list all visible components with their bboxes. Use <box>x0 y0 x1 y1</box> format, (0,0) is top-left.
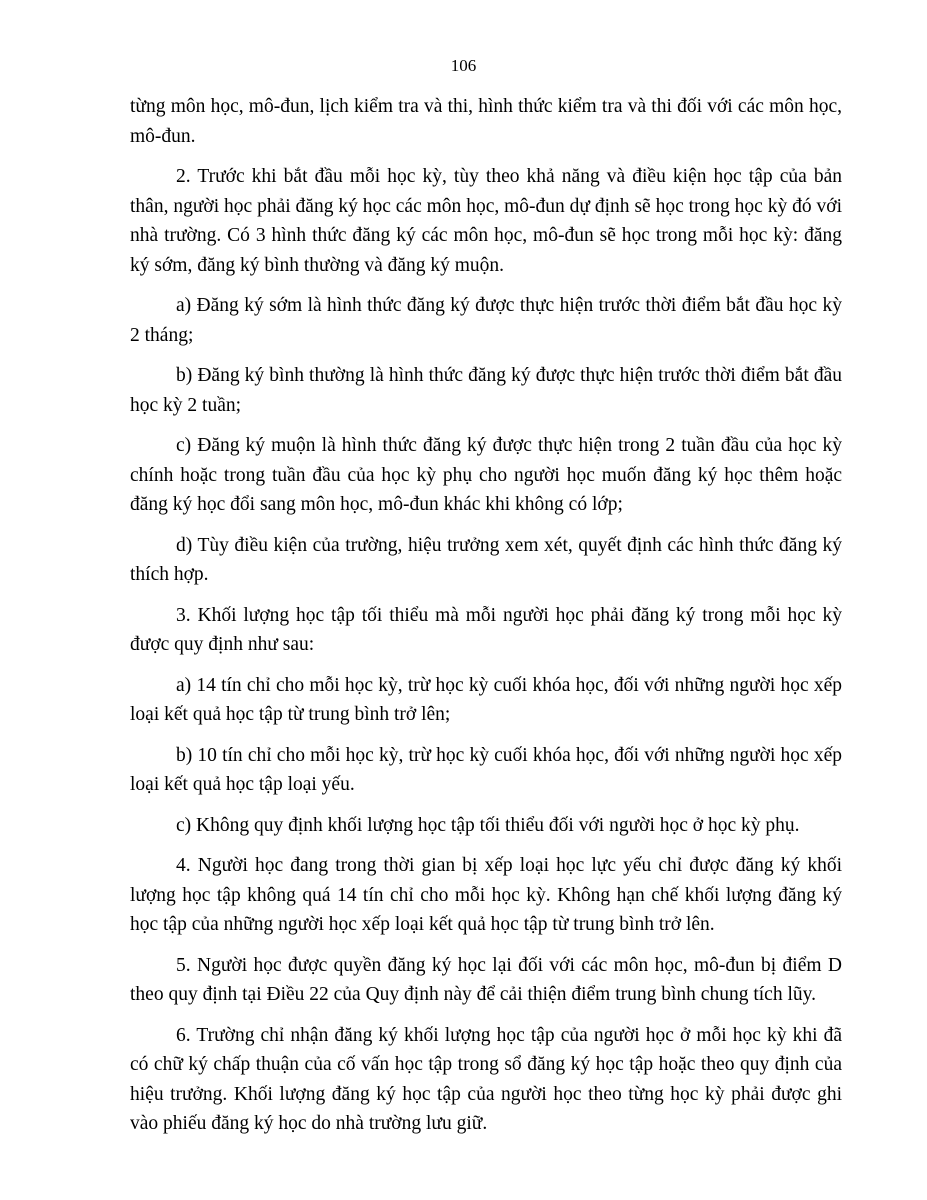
paragraph-clause-2: 2. Trước khi bắt đầu mỗi học kỳ, tùy theo khả năng và điều kiện học tập của bản thân, người học phải đăng ký học các môn học, mô-đun dự định sẽ học trong học kỳ đó với nhà trường. Có 3 hình thức đăng ký các môn học, mô-đun sẽ học trong mỗi học kỳ: đăng ký sớm, đăng ký bình thường và đăng ký muộn. <box>130 166 842 276</box>
paragraph-clause-2b: b) Đăng ký bình thường là hình thức đăng ký được thực hiện trước thời điểm bắt đầu học kỳ 2 tuần; <box>130 365 842 416</box>
paragraph-clause-2c: c) Đăng ký muộn là hình thức đăng ký được thực hiện trong 2 tuần đầu của học kỳ chính hoặc trong tuần đầu của học kỳ phụ cho người học muốn đăng ký học thêm hoặc đăng ký học đổi sang môn học, mô-đun khác khi không có lớp; <box>130 435 842 515</box>
paragraph-clause-2a: a) Đăng ký sớm là hình thức đăng ký được thực hiện trước thời điểm bắt đầu học kỳ 2 tháng; <box>130 295 842 346</box>
page-number: 106 <box>450 56 477 75</box>
paragraph-clause-2d: d) Tùy điều kiện của trường, hiệu trưởng xem xét, quyết định các hình thức đăng ký thích hợp. <box>130 534 842 585</box>
paragraph-clause-6: 6. Trường chỉ nhận đăng ký khối lượng học tập của người học ở mỗi học kỳ khi đã có chữ ký chấp thuận của cố vấn học tập trong sổ đăng ký học tập hoặc theo quy định của hiệu trưởng. Khối lượng đăng ký học tập của người học theo từng học kỳ phải được ghi vào phiếu đăng ký học do nhà trường lưu giữ. <box>130 1024 842 1134</box>
document-body <box>130 92 842 1150</box>
paragraph-clause-4: 4. Người học đang trong thời gian bị xếp loại học lực yếu chỉ được đăng ký khối lượng học tập không quá 14 tín chỉ cho mỗi học kỳ. Không hạn chế khối lượng đăng ký học tập của những người học xếp loại kết quả học tập từ trung bình trở lên. <box>130 855 842 935</box>
paragraph-clause-5: 5. Người học được quyền đăng ký học lại đối với các môn học, mô-đun bị điểm D theo quy định tại Điều 22 của Quy định này để cải thiện điểm trung bình chung tích lũy. <box>130 954 842 1005</box>
paragraph-clause-3a: a) 14 tín chỉ cho mỗi học kỳ, trừ học kỳ cuối khóa học, đối với những người học xếp loại kết quả học tập từ trung bình trở lên; <box>130 674 842 725</box>
paragraph-continuation: từng môn học, mô-đun, lịch kiểm tra và thi, hình thức kiểm tra và thi đối với các môn học, mô-đun. <box>130 96 842 147</box>
paragraph-clause-3: 3. Khối lượng học tập tối thiểu mà mỗi người học phải đăng ký trong mỗi học kỳ được quy định như sau: <box>130 604 842 655</box>
paragraph-clause-3b: b) 10 tín chỉ cho mỗi học kỳ, trừ học kỳ cuối khóa học, đối với những người học xếp loại kết quả học tập loại yếu. <box>130 744 842 795</box>
paragraph-clause-3c: c) Không quy định khối lượng học tập tối thiểu đối với người học ở học kỳ phụ. <box>176 814 800 836</box>
